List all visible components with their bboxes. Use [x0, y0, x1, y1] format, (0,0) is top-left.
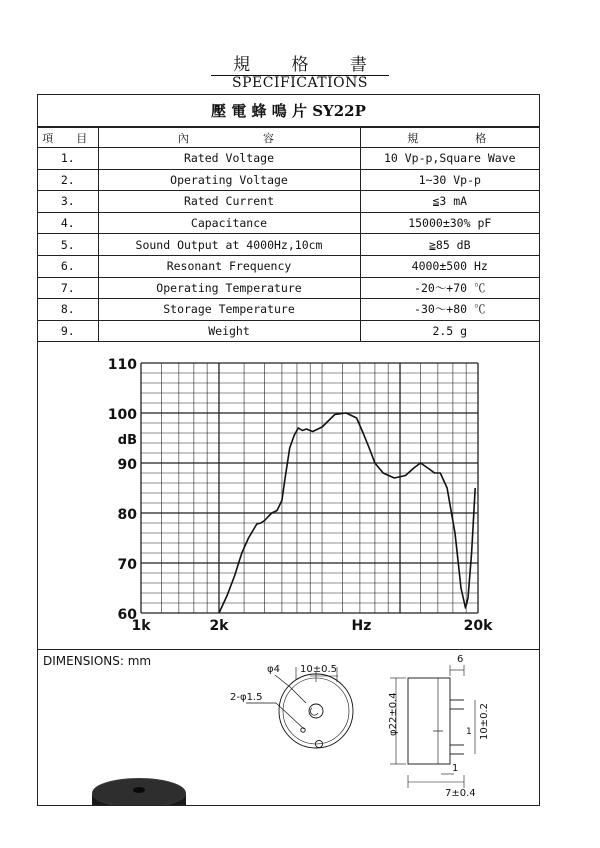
row-spec: -30～+80 ℃	[360, 299, 539, 321]
row-item: Rated Current	[98, 191, 360, 213]
row-spec: ≦3 mA	[360, 191, 539, 213]
dimensions-label: DIMENSIONS: mm	[43, 654, 152, 668]
row-item: Weight	[98, 320, 360, 342]
table-row	[38, 234, 539, 256]
dimensions-section	[38, 650, 539, 805]
table-row	[38, 277, 539, 299]
height-callout: 7±0.4	[445, 788, 476, 799]
row-spec: ≧85 dB	[360, 234, 539, 256]
row-no: 4.	[38, 212, 98, 234]
row-item: Operating Voltage	[98, 169, 360, 191]
row-item: Operating Temperature	[98, 277, 360, 299]
header-item-no: 項 目	[38, 128, 98, 148]
x-tick-label: 2k	[209, 618, 229, 634]
row-spec: 1~30 Vp-p	[360, 169, 539, 191]
body-dia-callout: φ22±0.4	[388, 692, 399, 736]
header-content: 內 容	[98, 128, 360, 148]
y-tick-label: 110	[107, 357, 137, 373]
spec-table-header	[38, 128, 539, 148]
pin-dia-callout: 2-φ1.5	[230, 692, 263, 703]
row-item: Rated Voltage	[98, 148, 360, 170]
row-no: 6.	[38, 255, 98, 277]
top-width-callout: 6	[457, 654, 464, 665]
row-no: 1.	[38, 148, 98, 170]
chart-grid	[141, 363, 478, 613]
pin-pitch-callout: 10±0.2	[479, 702, 490, 740]
row-no: 8.	[38, 299, 98, 321]
row-no: 3.	[38, 191, 98, 213]
frequency-response-section	[38, 345, 539, 650]
row-no: 7.	[38, 277, 98, 299]
spec-sheet-frame	[37, 94, 540, 806]
table-row	[38, 212, 539, 234]
table-row	[38, 320, 539, 342]
frequency-response-chart	[38, 345, 539, 650]
spec-table	[38, 127, 539, 342]
table-row	[38, 148, 539, 170]
row-item: Sound Output at 4000Hz,10cm	[98, 234, 360, 256]
row-spec: 4000±500 Hz	[360, 255, 539, 277]
row-spec: 10 Vp-p,Square Wave	[360, 148, 539, 170]
row-no: 5.	[38, 234, 98, 256]
row-item: Capacitance	[98, 212, 360, 234]
dimensions-drawings	[38, 650, 539, 805]
doc-title-english: SPECIFICATIONS	[232, 75, 368, 91]
chart-tick-labels	[108, 357, 493, 634]
table-row	[38, 299, 539, 321]
table-row	[38, 255, 539, 277]
row-no: 2.	[38, 169, 98, 191]
row-spec: 2.5 g	[360, 320, 539, 342]
row-spec: -20～+70 ℃	[360, 277, 539, 299]
product-name: 壓 電 蜂 鳴 片 SY22P	[38, 95, 539, 127]
one-mm-callout-a: 1	[466, 727, 472, 737]
y-tick-label: 70	[117, 557, 137, 573]
x-tick-label: Hz	[351, 618, 372, 634]
row-item: Resonant Frequency	[98, 255, 360, 277]
hole-spacing-callout: 10±0.5	[300, 664, 338, 675]
table-row	[38, 191, 539, 213]
row-item: Storage Temperature	[98, 299, 360, 321]
hole-dia-callout: φ4	[267, 664, 280, 675]
y-tick-label: 90	[117, 457, 137, 473]
y-axis-label: dB	[117, 433, 137, 448]
doc-title-chinese-text: 規 格 書	[211, 55, 389, 76]
y-tick-label: 60	[117, 607, 137, 623]
y-tick-label: 100	[107, 407, 137, 423]
table-row	[38, 169, 539, 191]
doc-title-chinese	[0, 50, 600, 75]
one-mm-callout-b: 1	[452, 763, 459, 774]
top-view-drawing	[246, 667, 353, 748]
row-spec: 15000±30% pF	[360, 212, 539, 234]
y-tick-label: 80	[117, 507, 137, 523]
x-tick-label: 20k	[463, 618, 493, 634]
row-no: 9.	[38, 320, 98, 342]
side-view-drawing	[390, 665, 475, 788]
buzzer-photo	[92, 778, 186, 805]
x-tick-label: 1k	[131, 618, 151, 634]
header-spec: 規 格	[360, 128, 539, 148]
